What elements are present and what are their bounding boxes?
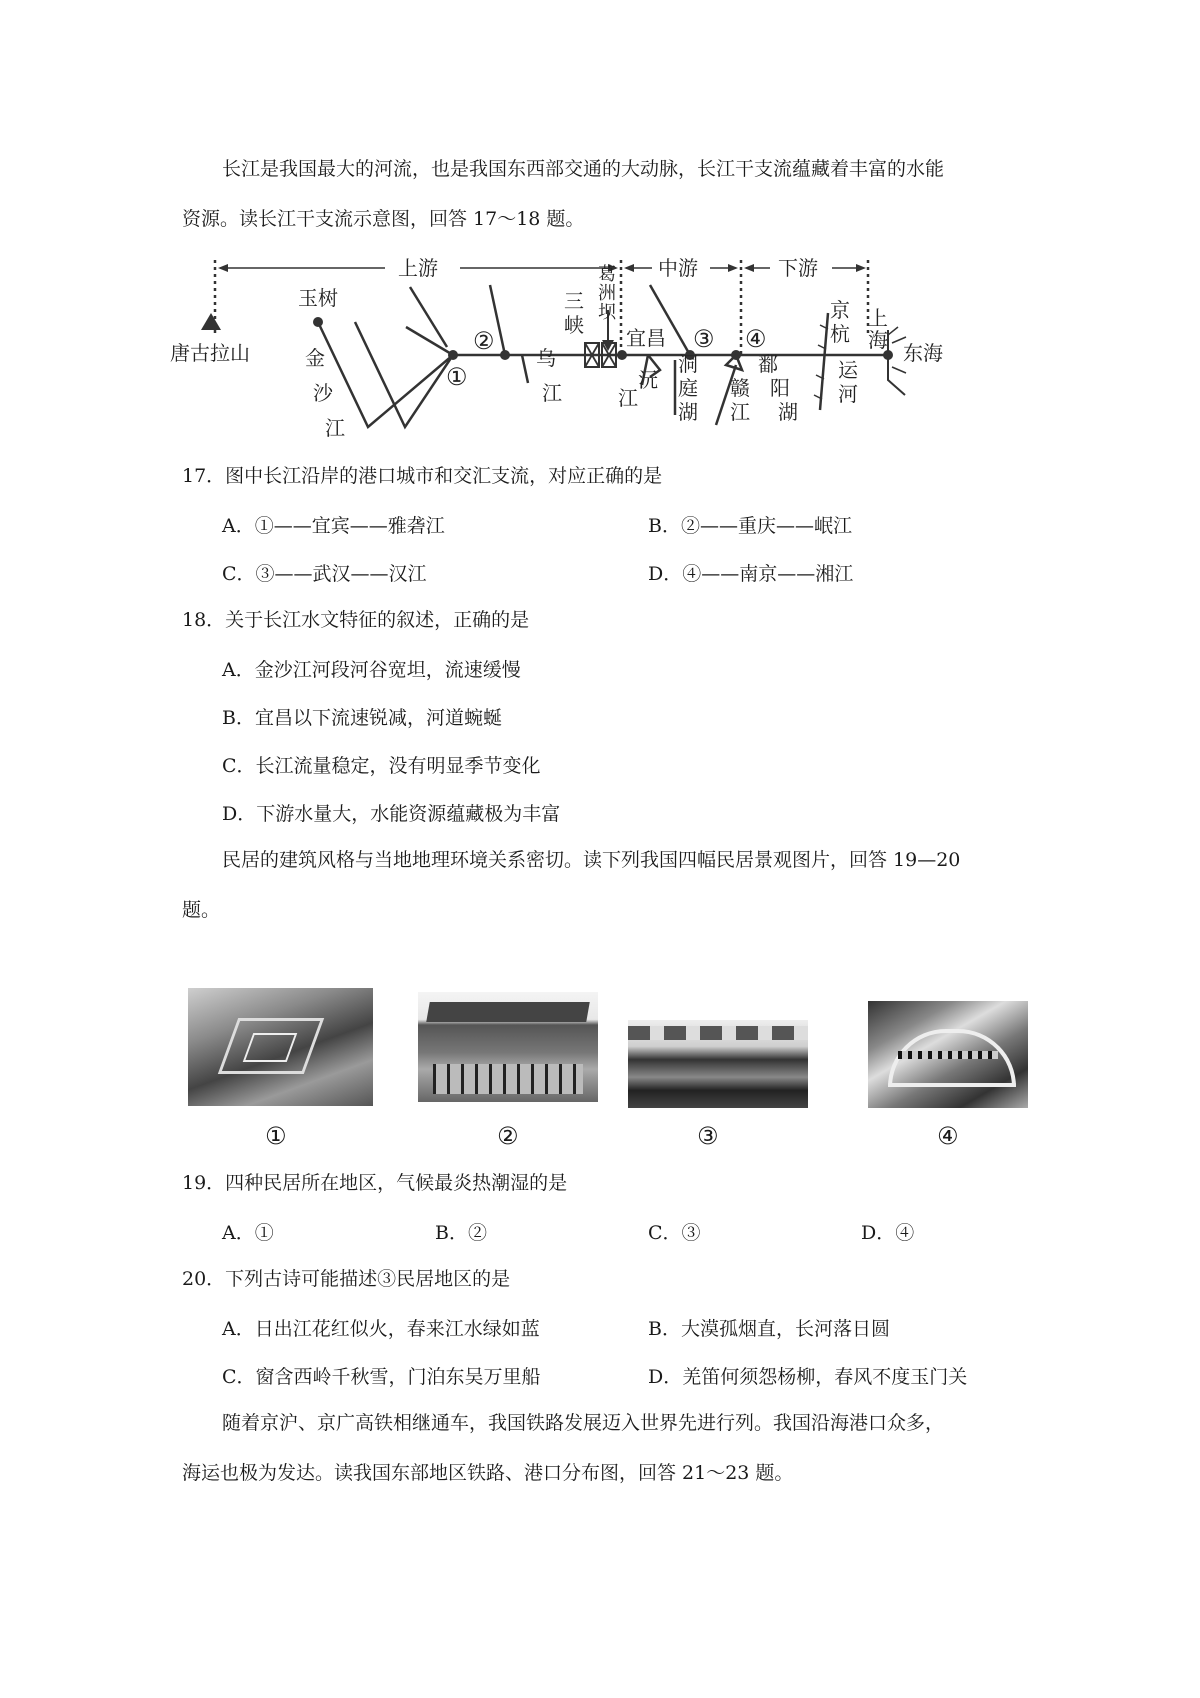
label-yunhe-2: 河 <box>838 382 858 406</box>
q17-option-c[interactable]: C．③——武汉——汉江 <box>222 563 427 585</box>
label-wujiang-2: 江 <box>542 381 562 405</box>
label-dongting-3: 湖 <box>678 400 698 424</box>
intro-text-line: 资源。读长江干支流示意图，回答 17～18 题。 <box>182 208 585 230</box>
question-20-stem: 20．下列古诗可能描述③民居地区的是 <box>182 1268 511 1290</box>
yangtze-river-diagram <box>170 255 1050 490</box>
photo-caption-4: ④ <box>937 1122 959 1150</box>
label-zhongyou: 中游 <box>658 256 698 280</box>
intro-text-line: 长江是我国最大的河流，也是我国东西部交通的大动脉，长江干支流蕴藏着丰富的水能 <box>222 158 945 180</box>
label-sanxia-2: 峡 <box>564 313 584 337</box>
label-jinghang-2: 杭 <box>830 322 850 346</box>
question-19-stem: 19．四种民居所在地区，气候最炎热潮湿的是 <box>182 1172 568 1194</box>
intro-text-line: 海运也极为发达。读我国东部地区铁路、港口分布图，回答 21～23 题。 <box>182 1462 794 1484</box>
circle-label-3: ③ <box>693 325 715 353</box>
q20-option-a[interactable]: A．日出江花红似火，春来江水绿如蓝 <box>222 1318 540 1340</box>
q20-option-b[interactable]: B．大漠孤烟直，长河落日圆 <box>648 1318 890 1340</box>
label-tanggula: 唐古拉山 <box>170 341 250 365</box>
label-gezhouba-2: 洲 <box>598 283 616 304</box>
q18-option-d[interactable]: D．下游水量大，水能资源蕴藏极为丰富 <box>222 803 561 825</box>
label-yuanjiang-2: 江 <box>618 386 638 410</box>
label-poyang-1: 鄱 <box>758 352 778 376</box>
label-dongting-1: 洞 <box>678 352 698 376</box>
q18-option-a[interactable]: A．金沙江河段河谷宽坦，流速缓慢 <box>222 659 521 681</box>
intro-text-line: 随着京沪、京广高铁相继通车，我国铁路发展迈入世界先进行列。我国沿海港口众多， <box>222 1412 945 1434</box>
circle-label-2: ② <box>473 327 495 355</box>
q19-option-c[interactable]: C．③ <box>648 1222 701 1244</box>
photo-caption-1: ① <box>265 1122 287 1150</box>
label-yuanjiang-1: 沅 <box>638 368 658 392</box>
label-gezhouba-3: 坝 <box>598 302 616 323</box>
label-shangyou: 上游 <box>398 256 438 280</box>
label-shanghai-2: 海 <box>868 328 888 352</box>
question-18-stem: 18．关于长江水文特征的叙述，正确的是 <box>182 609 530 631</box>
dwelling-photo-1 <box>188 988 373 1106</box>
label-gezhouba-1: 葛 <box>598 264 616 285</box>
intro-text-line: 题。 <box>182 899 221 921</box>
dwelling-photo-2 <box>418 992 598 1102</box>
label-jinshajiang-2: 沙 <box>313 381 333 405</box>
q19-option-b[interactable]: B．② <box>435 1222 487 1244</box>
label-jinshajiang-3: 江 <box>325 416 345 440</box>
label-poyang-3: 湖 <box>778 400 798 424</box>
label-ganjiang-2: 江 <box>730 400 750 424</box>
label-sanxia-1: 三 <box>564 289 584 313</box>
label-jinghang-1: 京 <box>830 298 850 322</box>
dwelling-photo-4 <box>868 1001 1028 1108</box>
photo-caption-2: ② <box>497 1122 519 1150</box>
label-shanghai-1: 上 <box>868 306 888 330</box>
label-yunhe-1: 运 <box>838 358 858 382</box>
q18-option-c[interactable]: C．长江流量稳定，没有明显季节变化 <box>222 755 541 777</box>
label-jinshajiang-1: 金 <box>305 346 325 370</box>
q17-option-b[interactable]: B．②——重庆——岷江 <box>648 515 852 537</box>
q17-option-d[interactable]: D．④——南京——湘江 <box>648 563 854 585</box>
label-poyang-2: 阳 <box>770 376 790 400</box>
q20-option-c[interactable]: C．窗含西岭千秋雪，门泊东吴万里船 <box>222 1366 541 1388</box>
circle-label-4: ④ <box>745 325 767 353</box>
q20-option-d[interactable]: D．羌笛何须怨杨柳，春风不度玉门关 <box>648 1366 968 1388</box>
question-17-stem: 17．图中长江沿岸的港口城市和交汇支流，对应正确的是 <box>182 465 663 487</box>
q19-option-a[interactable]: A．① <box>222 1222 274 1244</box>
q17-option-a[interactable]: A．①——宜宾——雅砻江 <box>222 515 445 537</box>
photo-caption-3: ③ <box>697 1122 719 1150</box>
q18-option-b[interactable]: B．宜昌以下流速锐减，河道蜿蜒 <box>222 707 502 729</box>
label-ganjiang-1: 赣 <box>730 376 750 400</box>
label-xiayou: 下游 <box>778 256 818 280</box>
label-donghai: 东海 <box>903 341 943 365</box>
circle-label-1: ① <box>446 363 468 391</box>
label-yichang: 宜昌 <box>626 326 666 350</box>
q19-option-d[interactable]: D．④ <box>861 1222 915 1244</box>
label-wujiang-1: 乌 <box>536 346 556 370</box>
label-yushu: 玉树 <box>298 286 338 310</box>
intro-text-line: 民居的建筑风格与当地地理环境关系密切。读下列我国四幅民居景观图片，回答 19—20 <box>222 849 961 871</box>
dwelling-photo-3 <box>628 1020 808 1108</box>
label-dongting-2: 庭 <box>678 376 698 400</box>
